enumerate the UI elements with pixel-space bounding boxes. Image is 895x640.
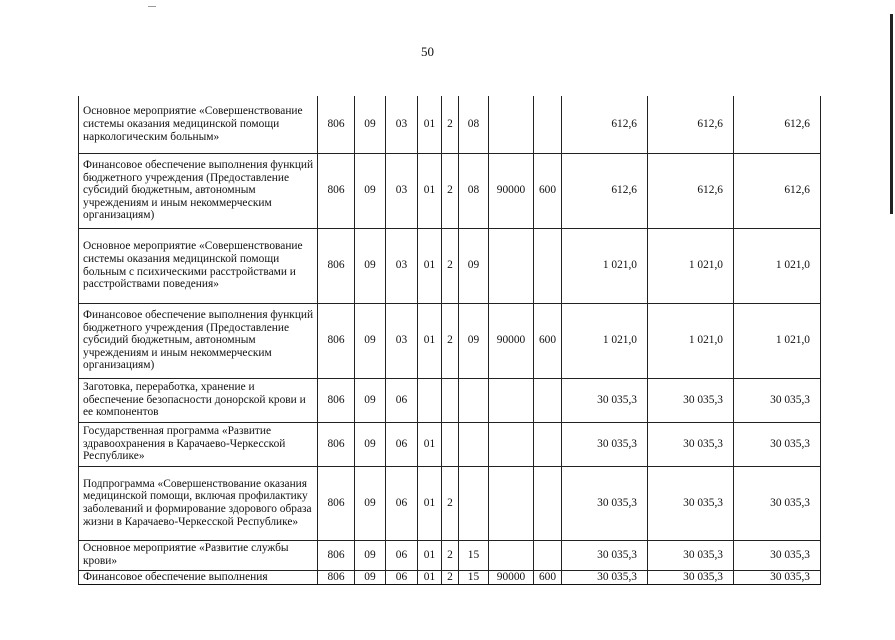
row-name: Финансовое обеспечение выполнения bbox=[79, 570, 318, 584]
direction-code bbox=[489, 540, 534, 570]
direction-code bbox=[489, 378, 534, 422]
section-code: 09 bbox=[355, 153, 386, 228]
grbs-code: 806 bbox=[318, 570, 355, 584]
grbs-code: 806 bbox=[318, 153, 355, 228]
direction-code: 90000 bbox=[489, 303, 534, 378]
grbs-code: 806 bbox=[318, 96, 355, 153]
amount-year-3: 30 035,3 bbox=[734, 540, 821, 570]
budget-table bbox=[78, 96, 821, 585]
row-name: Основное мероприятие «Совершенствование системы оказания медицинской помощи наркологическим больным» bbox=[79, 96, 318, 153]
amount-year-2: 612,6 bbox=[648, 153, 734, 228]
amount-year-2: 30 035,3 bbox=[648, 466, 734, 540]
amount-year-2: 1 021,0 bbox=[648, 303, 734, 378]
subprogram-code bbox=[442, 378, 459, 422]
event-code: 09 bbox=[459, 303, 489, 378]
amount-year-1: 30 035,3 bbox=[562, 570, 648, 584]
amount-year-1: 1 021,0 bbox=[562, 303, 648, 378]
row-name: Финансовое обеспечение выполнения функций бюджетного учреждения (Предоставление субсидий бюджетным, автономным учреждениям и иным некоммерческим организациям) bbox=[79, 303, 318, 378]
event-code: 08 bbox=[459, 153, 489, 228]
row-name: Основное мероприятие «Совершенствование системы оказания медицинской помощи больным с психическими расстройствами и расстройствами поведения» bbox=[79, 228, 318, 303]
row-name: Основное мероприятие «Развитие службы крови» bbox=[79, 540, 318, 570]
table-row bbox=[79, 422, 821, 466]
program-code: 01 bbox=[418, 228, 442, 303]
expense-type-code: 600 bbox=[534, 303, 562, 378]
subprogram-code: 2 bbox=[442, 96, 459, 153]
amount-year-3: 30 035,3 bbox=[734, 422, 821, 466]
program-code: 01 bbox=[418, 540, 442, 570]
amount-year-3: 30 035,3 bbox=[734, 378, 821, 422]
event-code: 08 bbox=[459, 96, 489, 153]
amount-year-3: 612,6 bbox=[734, 153, 821, 228]
expense-type-code bbox=[534, 378, 562, 422]
subsection-code: 06 bbox=[386, 466, 418, 540]
table-row bbox=[79, 96, 821, 153]
amount-year-3: 612,6 bbox=[734, 96, 821, 153]
event-code bbox=[459, 466, 489, 540]
section-code: 09 bbox=[355, 96, 386, 153]
amount-year-1: 30 035,3 bbox=[562, 422, 648, 466]
section-code: 09 bbox=[355, 570, 386, 584]
section-code: 09 bbox=[355, 422, 386, 466]
subsection-code: 06 bbox=[386, 570, 418, 584]
grbs-code: 806 bbox=[318, 303, 355, 378]
amount-year-1: 30 035,3 bbox=[562, 378, 648, 422]
row-name: Заготовка, переработка, хранение и обеспечение безопасности донорской крови и ее компонентов bbox=[79, 378, 318, 422]
direction-code: 90000 bbox=[489, 570, 534, 584]
subsection-code: 06 bbox=[386, 378, 418, 422]
subprogram-code: 2 bbox=[442, 570, 459, 584]
amount-year-3: 1 021,0 bbox=[734, 303, 821, 378]
program-code: 01 bbox=[418, 96, 442, 153]
subprogram-code: 2 bbox=[442, 466, 459, 540]
amount-year-1: 1 021,0 bbox=[562, 228, 648, 303]
row-name: Финансовое обеспечение выполнения функций бюджетного учреждения (Предоставление субсидий бюджетным, автономным учреждениям и иным некоммерческим организациям) bbox=[79, 153, 318, 228]
grbs-code: 806 bbox=[318, 228, 355, 303]
expense-type-code bbox=[534, 96, 562, 153]
program-code bbox=[418, 378, 442, 422]
table-row bbox=[79, 228, 821, 303]
section-code: 09 bbox=[355, 466, 386, 540]
expense-type-code bbox=[534, 228, 562, 303]
program-code: 01 bbox=[418, 153, 442, 228]
page-number: 50 bbox=[421, 44, 434, 59]
program-code: 01 bbox=[418, 570, 442, 584]
section-code: 09 bbox=[355, 540, 386, 570]
program-code: 01 bbox=[418, 422, 442, 466]
section-code: 09 bbox=[355, 303, 386, 378]
amount-year-3: 1 021,0 bbox=[734, 228, 821, 303]
grbs-code: 806 bbox=[318, 378, 355, 422]
direction-code bbox=[489, 422, 534, 466]
direction-code bbox=[489, 228, 534, 303]
table-row bbox=[79, 570, 821, 584]
subprogram-code: 2 bbox=[442, 153, 459, 228]
subsection-code: 03 bbox=[386, 96, 418, 153]
amount-year-2: 30 035,3 bbox=[648, 422, 734, 466]
event-code bbox=[459, 378, 489, 422]
subprogram-code: 2 bbox=[442, 303, 459, 378]
expense-type-code bbox=[534, 466, 562, 540]
amount-year-2: 30 035,3 bbox=[648, 540, 734, 570]
event-code: 15 bbox=[459, 570, 489, 584]
amount-year-1: 30 035,3 bbox=[562, 540, 648, 570]
table-row bbox=[79, 303, 821, 378]
amount-year-2: 1 021,0 bbox=[648, 228, 734, 303]
amount-year-3: 30 035,3 bbox=[734, 466, 821, 540]
section-code: 09 bbox=[355, 228, 386, 303]
subprogram-code: 2 bbox=[442, 540, 459, 570]
amount-year-2: 30 035,3 bbox=[648, 570, 734, 584]
scan-edge-shadow bbox=[890, 14, 893, 214]
event-code: 15 bbox=[459, 540, 489, 570]
program-code: 01 bbox=[418, 466, 442, 540]
section-code: 09 bbox=[355, 378, 386, 422]
program-code: 01 bbox=[418, 303, 442, 378]
table-row bbox=[79, 153, 821, 228]
expense-type-code: 600 bbox=[534, 153, 562, 228]
scan-artifact bbox=[148, 6, 156, 7]
event-code: 09 bbox=[459, 228, 489, 303]
row-name: Подпрограмма «Совершенствование оказания медицинской помощи, включая профилактику заболеваний и формирование здорового образа жизни в Карачаево-Черкесской Республике» bbox=[79, 466, 318, 540]
amount-year-1: 612,6 bbox=[562, 96, 648, 153]
amount-year-3: 30 035,3 bbox=[734, 570, 821, 584]
amount-year-2: 612,6 bbox=[648, 96, 734, 153]
table-row bbox=[79, 466, 821, 540]
subsection-code: 03 bbox=[386, 303, 418, 378]
event-code bbox=[459, 422, 489, 466]
expense-type-code bbox=[534, 540, 562, 570]
amount-year-1: 30 035,3 bbox=[562, 466, 648, 540]
grbs-code: 806 bbox=[318, 540, 355, 570]
direction-code bbox=[489, 96, 534, 153]
subsection-code: 03 bbox=[386, 153, 418, 228]
expense-type-code bbox=[534, 422, 562, 466]
subprogram-code: 2 bbox=[442, 228, 459, 303]
table-row bbox=[79, 540, 821, 570]
subsection-code: 06 bbox=[386, 540, 418, 570]
row-name: Государственная программа «Развитие здравоохранения в Карачаево-Черкесской Республике» bbox=[79, 422, 318, 466]
expense-type-code: 600 bbox=[534, 570, 562, 584]
direction-code bbox=[489, 466, 534, 540]
amount-year-1: 612,6 bbox=[562, 153, 648, 228]
table-row bbox=[79, 378, 821, 422]
subsection-code: 06 bbox=[386, 422, 418, 466]
subprogram-code bbox=[442, 422, 459, 466]
amount-year-2: 30 035,3 bbox=[648, 378, 734, 422]
grbs-code: 806 bbox=[318, 422, 355, 466]
direction-code: 90000 bbox=[489, 153, 534, 228]
subsection-code: 03 bbox=[386, 228, 418, 303]
grbs-code: 806 bbox=[318, 466, 355, 540]
